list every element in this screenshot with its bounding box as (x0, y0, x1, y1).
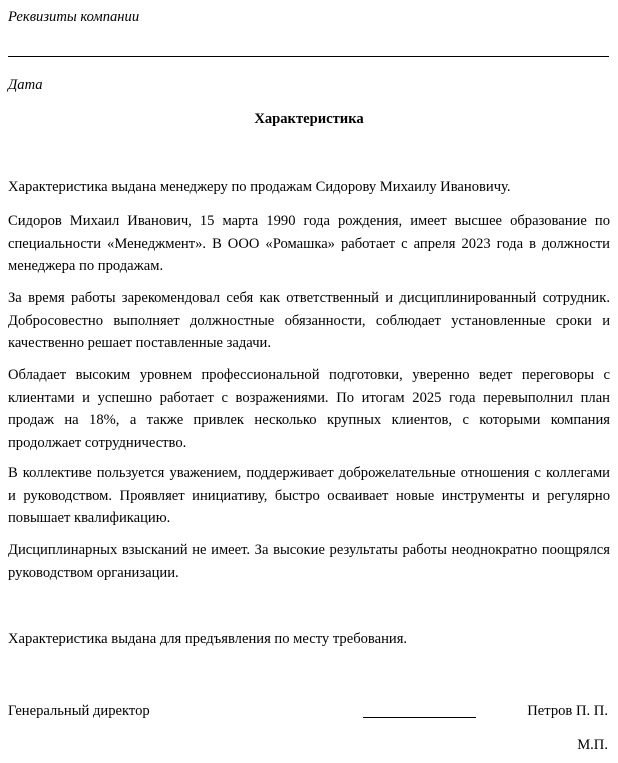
signer-name: Петров П. П. (527, 703, 608, 719)
paragraph-biography: Сидоров Михаил Иванович, 15 марта 1990 года рождения, имеет высшее образование по специальности «Менеджмент». В ООО «Ромашка» работает с апреля 2023 года в должности менеджера по продажам. (8, 213, 610, 274)
signature-row (8, 700, 610, 722)
document-title: Характеристика (254, 111, 364, 127)
document-date: Дата (8, 77, 43, 93)
paragraph-professional-skills: Обладает высоким уровнем профессиональной подготовки, уверенно ведет переговоры с клиентами и успешно работает с возражениями. По итогам 2025 года перевыполнил план продаж на 18%, а также привлек несколько крупных клиентов, с которыми компания продолжает сотрудничество. (8, 367, 610, 451)
requisites-line (8, 56, 609, 57)
signature-line (363, 717, 476, 718)
paragraph-purpose: Характеристика выдана для предъявления по месту требования. (8, 631, 408, 647)
paragraph-work-quality: За время работы зарекомендовал себя как ответственный и дисциплинированный сотрудник. Добросовестно выполняет должностные обязанности, соблюдает установленные сроки и качественно решает поставленные задачи. (8, 290, 610, 351)
company-requisites: Реквизиты компании (8, 9, 140, 25)
stamp-placeholder: М.П. (577, 737, 608, 753)
paragraph-discipline: Дисциплинарных взысканий не имеет. За высокие результаты работы неоднократно поощрялся руководством организации. (8, 542, 610, 581)
signer-position: Генеральный директор (8, 703, 150, 719)
paragraph-team-relations: В коллективе пользуется уважением, поддерживает доброжелательные отношения с коллегами и руководством. Проявляет инициативу, быстро осваивает новые инструменты и регулярно повышает квалификацию. (8, 465, 610, 526)
paragraph-intro: Характеристика выдана менеджеру по продажам Сидорову Михаилу Ивановичу. (8, 179, 511, 195)
